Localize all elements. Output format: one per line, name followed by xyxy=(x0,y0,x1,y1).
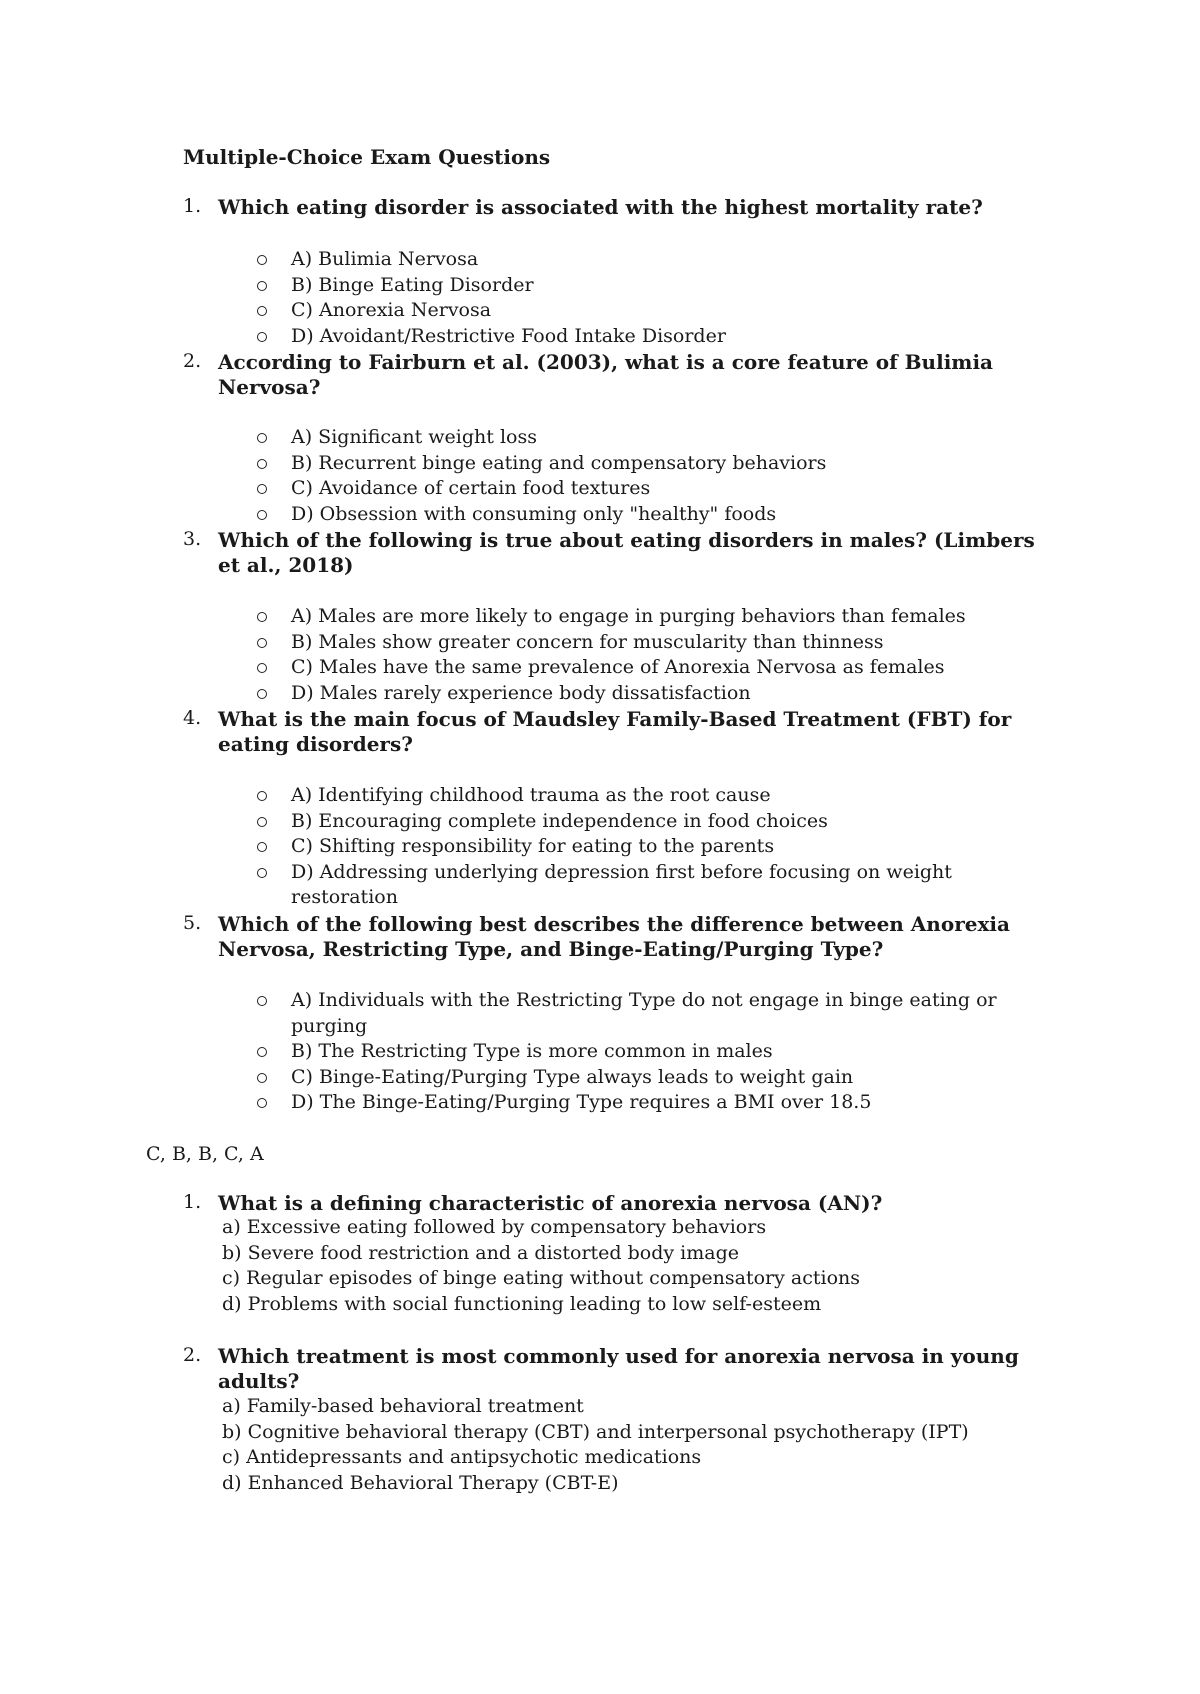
option-item: D) Obsession with consuming only "healthy" foods xyxy=(0,502,1011,528)
option-item: C) Avoidance of certain food textures xyxy=(0,476,1011,502)
question-number: 3. xyxy=(183,528,202,550)
option-list xyxy=(0,247,1011,349)
question-text: Which of the following is true about eating disorders in males? (Limbers et al., 2018) xyxy=(218,528,1035,577)
hollow-circle-bullet-icon xyxy=(257,1047,267,1057)
option-item: B) Recurrent binge eating and compensatory behaviors xyxy=(0,451,1011,477)
option-item: B) Males show greater concern for muscularity than thinness xyxy=(0,630,1011,656)
question-number: 5. xyxy=(183,912,202,934)
option-item: D) Males rarely experience body dissatisfaction xyxy=(0,681,1011,707)
hollow-circle-bullet-icon xyxy=(257,433,267,443)
question-text: According to Fairburn et al. (2003), what is a core feature of Bulimia Nervosa? xyxy=(218,350,994,399)
option-item: A) Individuals with the Restricting Type do not engage in binge eating or purging xyxy=(0,988,1011,1039)
option-item: C) Shifting responsibility for eating to the parents xyxy=(0,834,1011,860)
hollow-circle-bullet-icon xyxy=(257,689,267,699)
option-item: c) Regular episodes of binge eating without compensatory actions xyxy=(222,1267,861,1289)
option-item: D) Avoidant/Restrictive Food Intake Disorder xyxy=(0,324,1011,350)
option-item: a) Excessive eating followed by compensatory behaviors xyxy=(222,1216,767,1238)
option-item: b) Severe food restriction and a distorted body image xyxy=(222,1241,739,1264)
option-list xyxy=(0,425,1011,527)
question-number: 4. xyxy=(183,707,202,729)
hollow-circle-bullet-icon xyxy=(257,306,267,316)
hollow-circle-bullet-icon xyxy=(257,1073,267,1083)
option-item: d) Enhanced Behavioral Therapy (CBT-E) xyxy=(222,1471,619,1494)
hollow-circle-bullet-icon xyxy=(257,1098,267,1108)
hollow-circle-bullet-icon xyxy=(257,484,267,494)
question-number: 1. xyxy=(183,1191,202,1213)
question-text: Which eating disorder is associated with the highest mortality rate? xyxy=(218,195,983,219)
hollow-circle-bullet-icon xyxy=(257,332,267,342)
option-item: C) Binge-Eating/Purging Type always leads to weight gain xyxy=(0,1065,1011,1091)
hollow-circle-bullet-icon xyxy=(257,842,267,852)
option-item: A) Bulimia Nervosa xyxy=(0,247,1011,273)
option-item: B) Encouraging complete independence in food choices xyxy=(0,809,1011,835)
option-item: C) Anorexia Nervosa xyxy=(0,298,1011,324)
hollow-circle-bullet-icon xyxy=(257,255,267,265)
option-item: a) Family-based behavioral treatment xyxy=(222,1395,584,1417)
hollow-circle-bullet-icon xyxy=(257,510,267,520)
hollow-circle-bullet-icon xyxy=(257,996,267,1006)
document-title: Multiple-Choice Exam Questions xyxy=(183,145,551,169)
hollow-circle-bullet-icon xyxy=(257,791,267,801)
hollow-circle-bullet-icon xyxy=(257,663,267,673)
option-list xyxy=(0,988,1011,1116)
hollow-circle-bullet-icon xyxy=(257,817,267,827)
hollow-circle-bullet-icon xyxy=(257,612,267,622)
question-text: Which of the following best describes the difference between Anorexia Nervosa, Restricting Type, and Binge-Eating/Purging Type? xyxy=(218,912,1010,961)
hollow-circle-bullet-icon xyxy=(257,459,267,469)
question-number: 1. xyxy=(183,195,202,217)
question-text: Which treatment is most commonly used for anorexia nervosa in young adults? xyxy=(218,1344,1019,1393)
option-item: A) Males are more likely to engage in purging behaviors than females xyxy=(0,604,1011,630)
option-item: B) Binge Eating Disorder xyxy=(0,273,1011,299)
question-number: 2. xyxy=(183,350,202,372)
option-item: b) Cognitive behavioral therapy (CBT) and interpersonal psychotherapy (IPT) xyxy=(222,1420,969,1443)
option-item: D) Addressing underlying depression first before focusing on weight restoration xyxy=(0,860,991,911)
question-number: 2. xyxy=(183,1344,202,1366)
hollow-circle-bullet-icon xyxy=(257,281,267,291)
option-item: c) Antidepressants and antipsychotic medications xyxy=(222,1446,702,1468)
question-text: What is the main focus of Maudsley Family-Based Treatment (FBT) for eating disorders? xyxy=(218,707,1012,756)
option-list xyxy=(222,1394,969,1496)
option-item: A) Significant weight loss xyxy=(0,425,1011,451)
answer-key: C, B, B, C, A xyxy=(146,1143,264,1165)
option-list xyxy=(222,1215,860,1317)
hollow-circle-bullet-icon xyxy=(257,638,267,648)
hollow-circle-bullet-icon xyxy=(257,868,267,878)
question-text: What is a defining characteristic of anorexia nervosa (AN)? xyxy=(218,1191,883,1215)
option-item: B) The Restricting Type is more common in males xyxy=(0,1039,1011,1065)
option-item: d) Problems with social functioning leading to low self-esteem xyxy=(222,1292,822,1315)
option-list xyxy=(0,604,1011,706)
option-item: A) Identifying childhood trauma as the root cause xyxy=(0,783,1011,809)
option-list xyxy=(0,783,1011,911)
option-item: D) The Binge-Eating/Purging Type requires a BMI over 18.5 xyxy=(0,1090,1011,1116)
option-item: C) Males have the same prevalence of Anorexia Nervosa as females xyxy=(0,655,1011,681)
